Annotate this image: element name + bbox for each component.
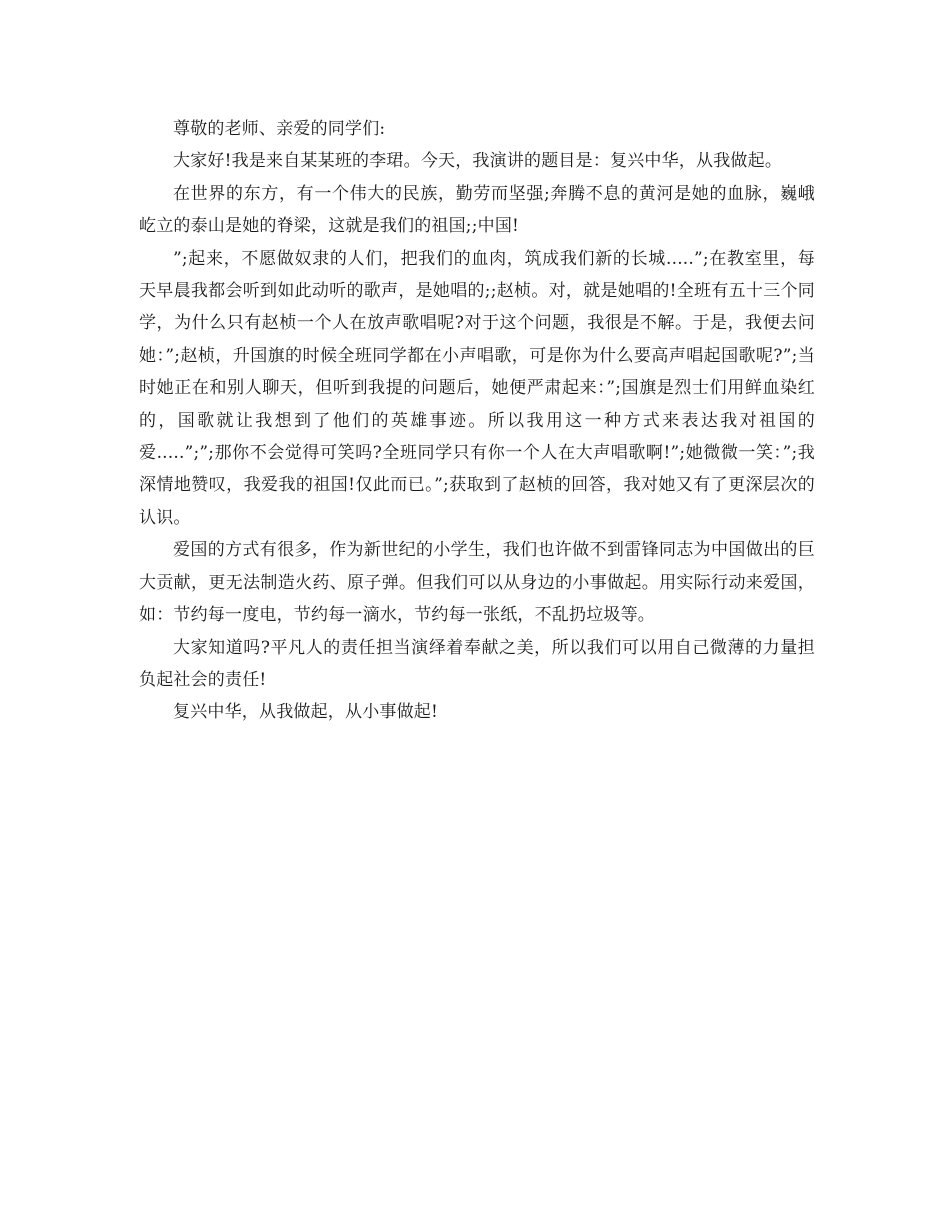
- paragraph-ways-to-love: 爱国的方式有很多，作为新世纪的小学生，我们也许做不到雷锋同志为中国做出的巨大贡献，更无法制造火药、原子弹。但我们可以从身边的小事做起。用实际行动来爱国，如：节约每一度电，节约每一滴水，节约每一张纸，不乱扔垃圾等。: [139, 540, 815, 626]
- salutation: 尊敬的老师、亲爱的同学们:: [173, 119, 386, 139]
- speech-body: [139, 113, 815, 729]
- paragraph-anthem-story: ”;起来，不愿做奴隶的人们，把我们的血肉，筑成我们新的长城.....”;在教室里，每天早晨我都会听到如此动听的歌声，是她唱的;;赵桢。对，就是她唱的!全班有五十三个同学，为什么只有赵桢一个人在放声歌唱呢?对于这个问题，我很是不解。于是，我便去问她：”;赵桢，升国旗的时候全班同学都在小声唱歌，可是你为什么要高声唱起国歌呢?”;当时她正在和别人聊天，但听到我提的问题后，她便严肃起来：”;国旗是烈士们用鲜血染红的，国歌就让我想到了他们的英雄事迹。所以我用这一种方式来表达我对祖国的爱.....”;”;那你不会觉得可笑吗?全班同学只有你一个人在大声唱歌啊!”;她微微一笑：”;我深情地赞叹，我爱我的祖国!仅此而已。”;获取到了赵桢的回答，我对她又有了更深层次的认识。: [139, 248, 815, 528]
- paragraph-conclusion: 复兴中华，从我做起，从小事做起!: [173, 702, 439, 723]
- paragraph-motherland: 在世界的东方，有一个伟大的民族，勤劳而坚强;奔腾不息的黄河是她的血脉，巍峨屹立的泰山是她的脊梁，这就是我们的祖国;;中国!: [139, 183, 815, 237]
- paragraph-responsibility: 大家知道吗?平凡人的责任担当演绎着奉献之美，所以我们可以用自己微薄的力量担负起社会的责任!: [139, 637, 815, 690]
- paragraph-introduction: 大家好!我是来自某某班的李珺。今天，我演讲的题目是：复兴中华，从我做起。: [173, 151, 783, 172]
